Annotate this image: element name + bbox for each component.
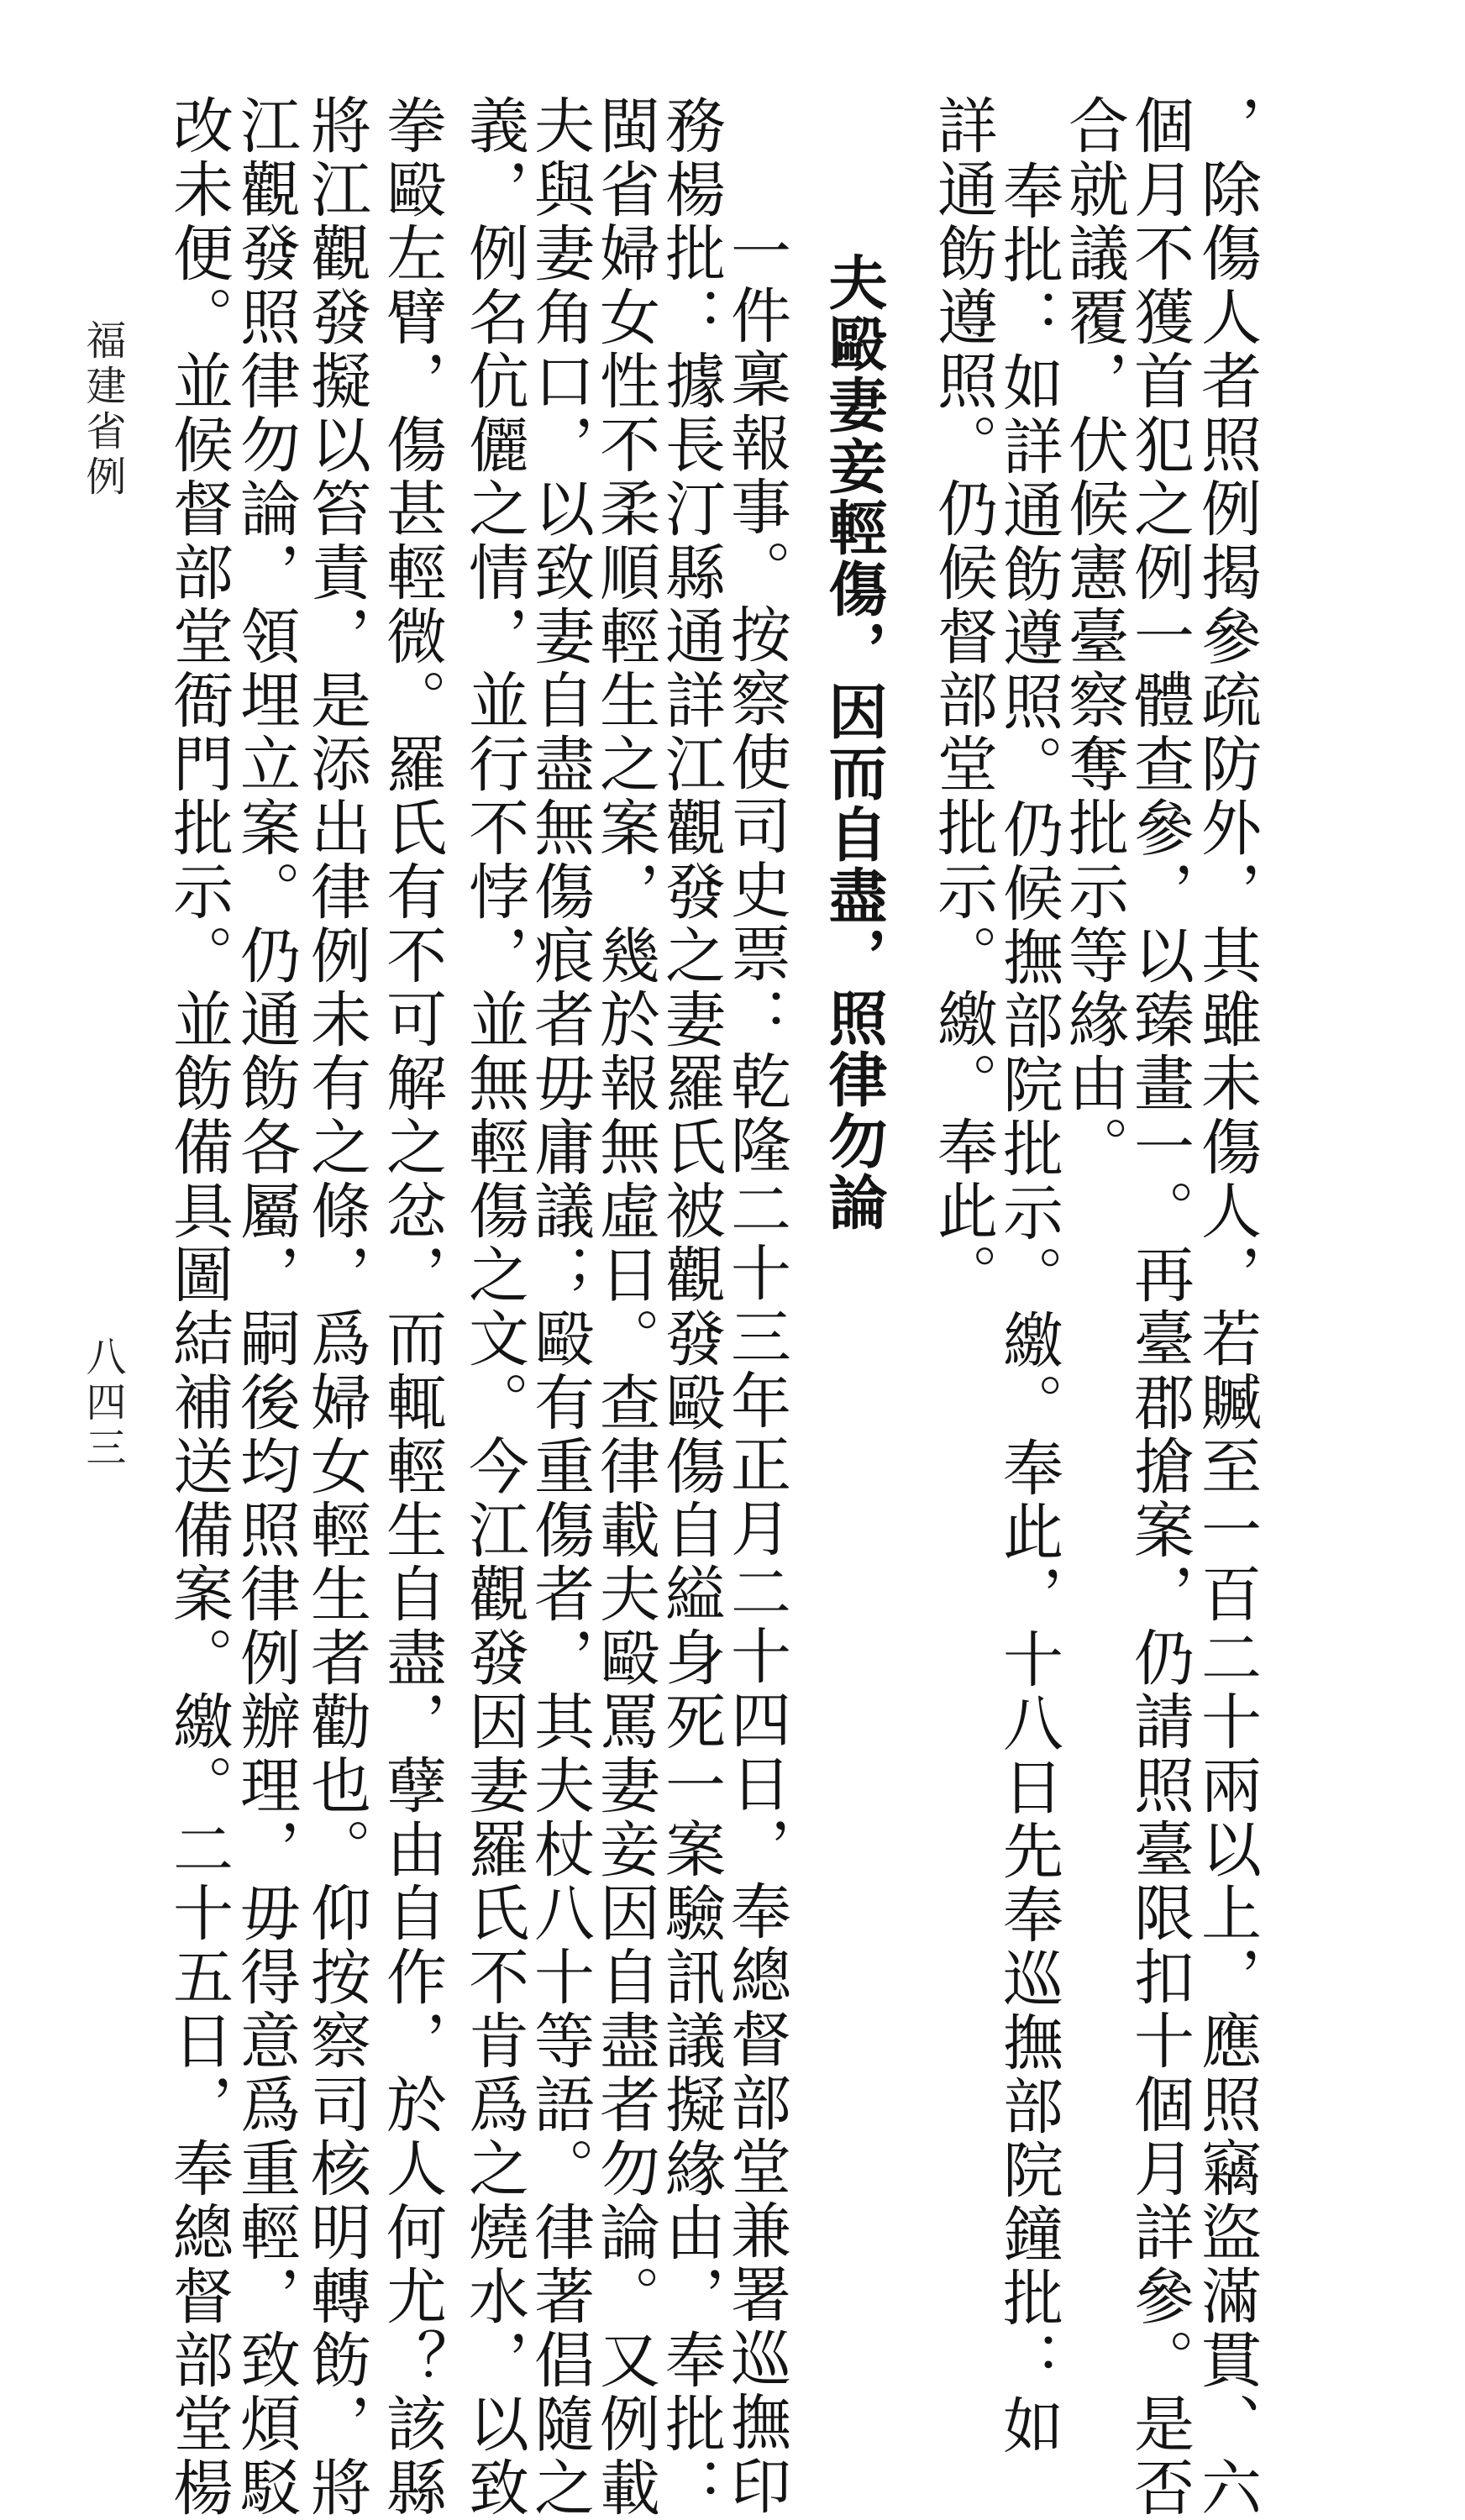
text-column-2: 個月不獲首犯之例一體查參，以臻畫一。再臺郡搶案，仍請照臺限扣十個月詳參。是否 <box>1124 94 1195 2520</box>
text-column-12: 將江觀發擬以笞責，是添出律例未有之條，爲婦女輕生者勸也。仰按察司核明轉飭，將 <box>301 94 371 2520</box>
book-title-label: 福建省例 <box>79 319 126 501</box>
text-column-7: 務楊批：據長汀縣通詳江觀發之妻羅氏被觀發毆傷自縊身死一案驗訊議擬緣由，奉批： <box>655 94 726 2520</box>
text-column-1: ，除傷人者照例揭參疏防外，其雖未傷人，若贓至一百二十兩以上，應照竊盜滿貫、六 <box>1191 94 1262 2520</box>
text-column-3: 合就議覆，伏候憲臺察奪批示等緣由。 <box>1058 94 1129 1179</box>
text-column-5: 詳通飭遵照。仍候督部堂批示。繳。奉此。 <box>927 94 998 1307</box>
text-column-4: 奉批：如詳通飭遵照。仍候撫部院批示。繳。奉此，十八日先奉巡撫部院鐘批：如 <box>993 160 1063 2458</box>
text-column-6: 一件稟報事。按察使司史票：乾隆二十三年正月二十四日，奉總督部堂兼署巡撫印 <box>721 220 791 2518</box>
text-column-8: 閩省婦女性不柔順輕生之案，幾於報無虛日。查律載夫毆罵妻妾因自盡者勿論。又例載 <box>590 94 660 2520</box>
section-heading: 夫毆妻妾輕傷，因而自盡，照律勿論 <box>819 252 888 1233</box>
text-column-11: 拳毆左臂，傷甚輕微。羅氏有不可解之忿，而輒輕生自盡，孽由自作，於人何尤？該縣 <box>376 94 447 2520</box>
page-number: 八四三 <box>79 1336 126 1472</box>
text-column-9: 夫與妻角口，以致妻自盡無傷痕者毋庸議；毆有重傷者，其夫杖八十等語。律著倡隨之 <box>524 94 595 2520</box>
text-column-10: 義，例名伉儷之情，並行不悖，並無輕傷之文。今江觀發因妻羅氏不肯爲之燒水，以致 <box>459 94 529 2520</box>
text-column-13: 江觀發照律勿論，領埋立案。仍通飭各屬，嗣後均照律例辦理，毋得意爲重輕，致煩駁 <box>230 94 301 2520</box>
text-column-14: 改未便。並候督部堂衙門批示。並飭備具圖結補送備案。繳。二十五日，奉總督部堂楊 <box>163 94 234 2520</box>
